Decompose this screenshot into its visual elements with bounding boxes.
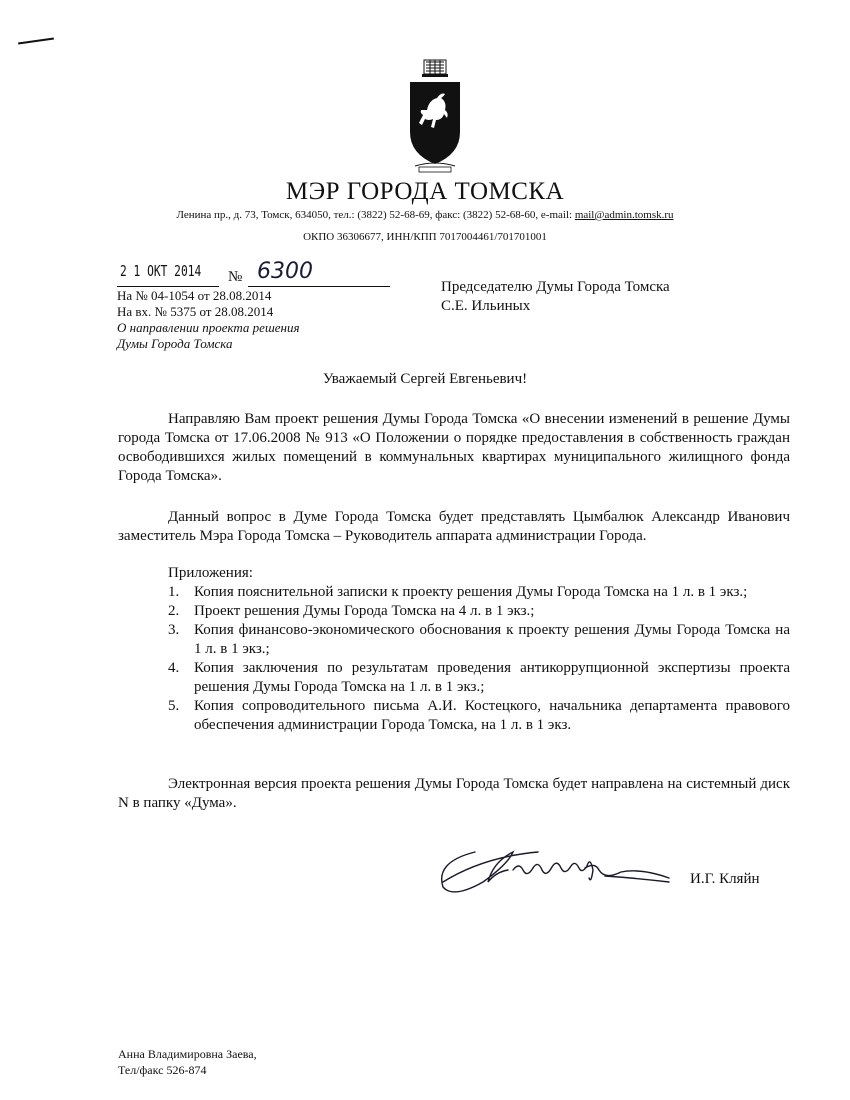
attachment-item	[118, 602, 790, 621]
attachment-text: Копия сопроводительного письма А.И. Костецкого, начальника департамента правового обеспечения администрации Города Томска, на 1 л. в 1 экз.	[194, 698, 790, 733]
email-link[interactable]: mail@admin.tomsk.ru	[574, 209, 674, 221]
outgoing-date-stamp: 2 1 ОКТ 2014	[120, 262, 202, 280]
body-paragraph-3: Электронная версия проекта решения Думы Города Томска будет направлена на системный диск N в папку «Дума».	[118, 776, 790, 811]
attachments-title: Приложения:	[168, 565, 253, 581]
addressee-block	[441, 278, 670, 316]
reference-incoming: На вх. № 5375 от 28.08.2014	[117, 304, 274, 319]
attachment-number: 2.	[168, 603, 180, 619]
signer-name: И.Г. Кляйн	[690, 871, 760, 887]
tomsk-coat-of-arms	[405, 58, 465, 178]
reference-subject-line2: Думы Города Томска	[117, 336, 233, 351]
attachment-number: 1.	[168, 584, 180, 600]
attachment-number: 3.	[168, 622, 180, 638]
organization-address	[0, 209, 850, 221]
attachment-item	[118, 659, 790, 697]
outgoing-number: 6300	[257, 259, 313, 284]
attachment-number: 4.	[168, 660, 180, 676]
attachments-list	[118, 583, 790, 735]
attachment-text: Копия пояснительной записки к проекту решения Думы Города Томска на 1 л. в 1 экз.;	[194, 584, 748, 600]
addressee-name: С.Е. Ильиных	[441, 298, 531, 314]
body-paragraph-1: Направляю Вам проект решения Думы Города Томска «О внесении изменений в решение Думы города Томска от 17.06.2008 № 913 «О Положении о порядке предоставления в собственность граждан освободившихся жилых помещений в коммунальных квартирах муниципального жилищного фонда Города Томска».	[118, 411, 790, 484]
number-underline	[248, 286, 390, 287]
date-underline	[117, 286, 219, 287]
executor-phone: Тел/факс 526-874	[118, 1063, 207, 1077]
handwritten-signature	[435, 832, 675, 902]
organization-codes: ОКПО 36306677, ИНН/КПП 7017004461/701701001	[303, 231, 547, 243]
organization-title: МЭР ГОРОДА ТОМСКА	[285, 178, 565, 205]
address-text: Ленина пр., д. 73, Томск, 634050, тел.: (3822) 52-68-69, факс: (3822) 52-68-60, e-mail:	[176, 209, 575, 221]
greeting: Уважаемый Сергей Евгеньевич!	[322, 371, 528, 387]
reference-subject-line1: О направлении проекта решения	[117, 320, 300, 335]
attachment-item	[118, 583, 790, 602]
attachment-text: Проект решения Думы Города Томска на 4 л. в 1 экз.;	[194, 603, 535, 619]
body-paragraph-2: Данный вопрос в Думе Города Томска будет представлять Цымбалюк Александр Иванович заместитель Мэра Города Томска – Руководитель аппарата администрации Города.	[118, 509, 790, 544]
number-label: №	[228, 269, 243, 285]
executor-block	[118, 1046, 257, 1078]
scan-mark	[18, 38, 54, 45]
attachment-text: Копия финансово-экономического обоснования к проекту решения Думы Города Томска на 1 л. в 1 экз.;	[194, 622, 790, 657]
attachment-text: Копия заключения по результатам проведения антикоррупционной экспертизы проекта решения Думы Города Томска на 1 л. в 1 экз.;	[194, 660, 790, 695]
addressee-position: Председателю Думы Города Томска	[441, 279, 670, 295]
reference-in-reply: На № 04-1054 от 28.08.2014	[117, 288, 272, 303]
attachment-number: 5.	[168, 698, 180, 714]
attachment-item	[118, 697, 790, 735]
executor-name: Анна Владимировна Заева,	[118, 1047, 257, 1061]
reference-block	[117, 288, 300, 352]
attachment-item	[118, 621, 790, 659]
